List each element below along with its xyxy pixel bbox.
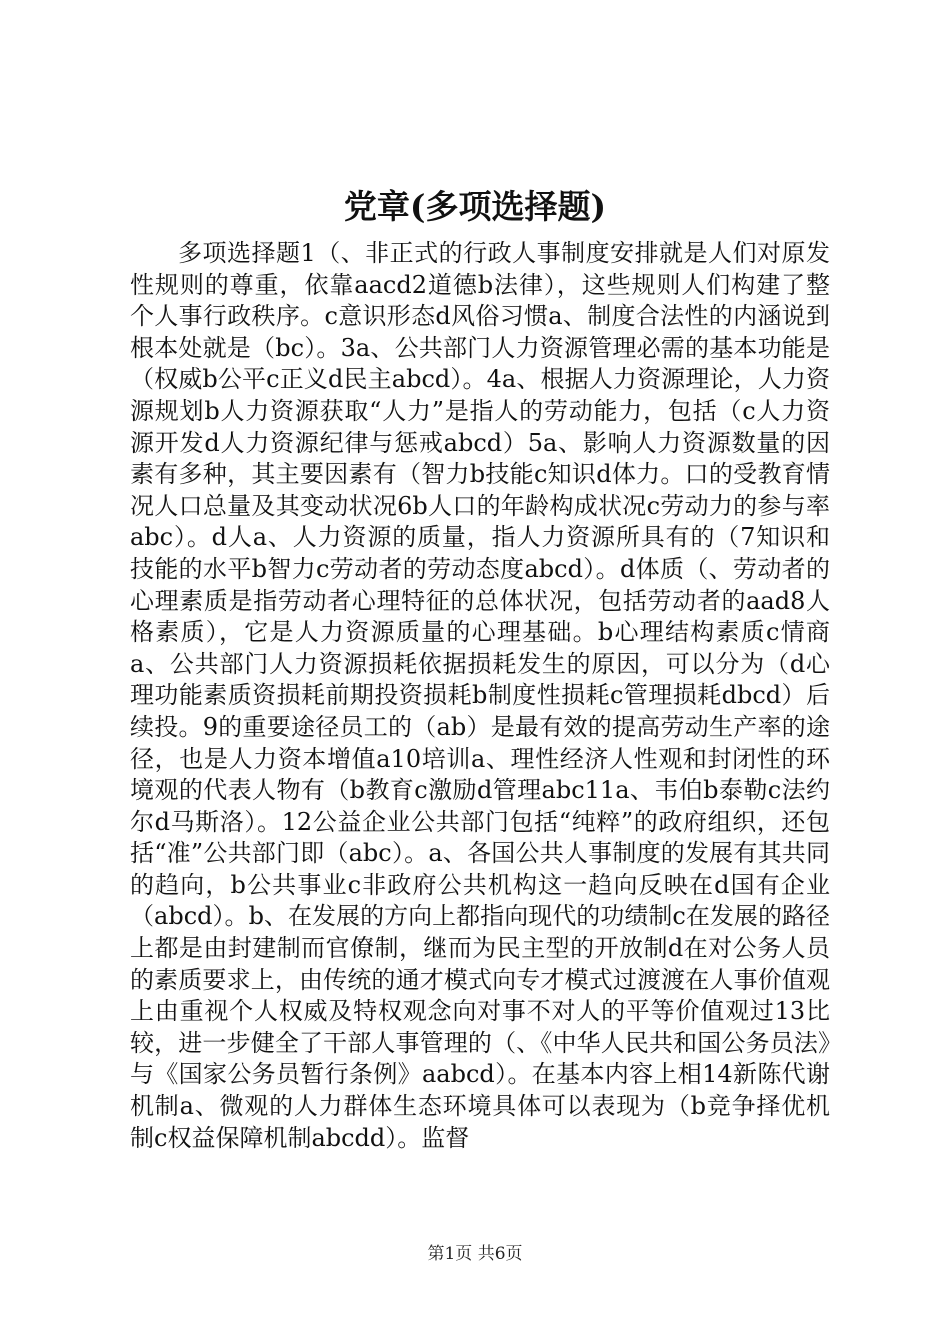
document-body: 多项选择题1（、非正式的行政人事制度安排就是人们对原发性规则的尊重，依靠aacd2道德b法律），这些规则人们构建了整个人事行政秩序。c意识形态d风俗习惯a、制度合法性的内涵说到根本处就是（bc）。3a、公共部门人力资源管理必需的基本功能是（权威b公平c正义d民主abcd）。4a、根据人力资源理论，人力资源规划b人力资源获取“人力”是指人的劳动能力，包括（c人力资源开发d人力资源纪律与惩戒abcd）5a、影响人力资源数量的因素有多种，其主要因素有（智力b技能c知识d体力。口的受教育情况人口总量及其变动状况6b人口的年龄构成状况c劳动力的参与率abc）。d人a、人力资源的质量，指人力资源所具有的（7知识和技能的水平b智力c劳动者的劳动态度abcd）。d体质（、劳动者的心理素质是指劳动者心理特征的总体状况，包括劳动者的aad8人格素质），它是人力资源质量的心理基础。b心理结构素质c情商a、公共部门人力资源损耗依据损耗发生的原因，可以分为（d心理功能素质资损耗前期投资损耗b制度性损耗c管理损耗dbcd）后续投。9的重要途径员工的（ab）是最有效的提高劳动生产率的途径，也是人力资本增值a10培训a、理性经济人性观和封闭性的环境观的代表人物有（b教育c激励d管理abc11a、韦伯b泰勒c法约尔d马斯洛）。12公益企业公共部门包括“纯粹”的政府组织，还包括“准”公共部门即（abc）。a、各国公共人事制度的发展有其共同的趋向，b公共事业c非政府公共机构这一趋向反映在d国有企业（abcd）。b、在发展的方向上都指向现代的功绩制c在发展的路径上都是由封建制而官僚制，继而为民主型的开放制d在对公务人员的素质要求上，由传统的通才模式向专才模式过渡渡在人事价值观上由重视个人权威及特权观念向对事不对人的平等价值观过13比较，进一步健全了干部人事管理的（、《中华人民共和国公务员法》与《国家公务员暂行条例》aabcd）。在基本内容上相14新陈代谢机制a、微观的人力群体生态环境具体可以表现为（b竞争择优机制c权益保障机制abcdd）。监督 [130, 239, 830, 1152]
page-indicator: 第1页 共6页 [427, 1244, 523, 1264]
document-title: 党章(多项选择题) [343, 187, 607, 226]
